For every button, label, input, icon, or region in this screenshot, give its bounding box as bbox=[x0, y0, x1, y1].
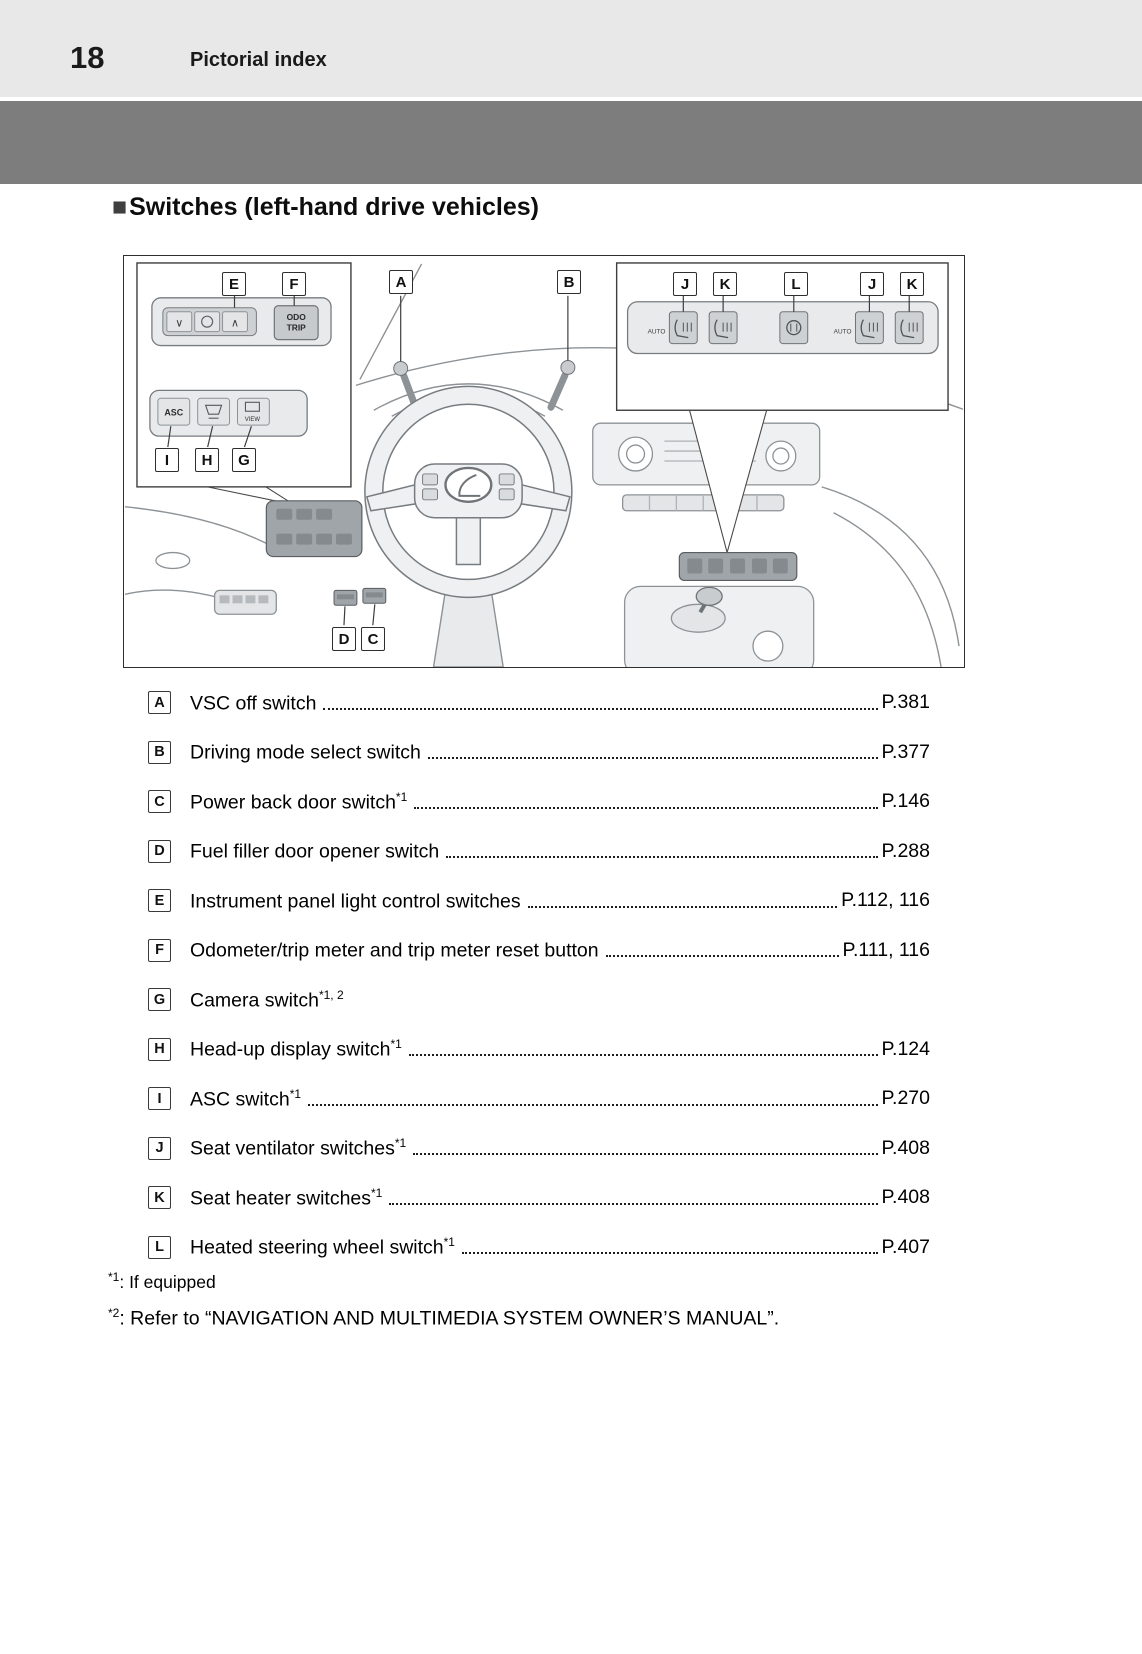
index-row bbox=[148, 1025, 930, 1075]
dotted-leader bbox=[446, 856, 877, 858]
seat-heater-button-right bbox=[895, 312, 923, 344]
index-row bbox=[148, 728, 930, 778]
door-panel bbox=[156, 553, 276, 615]
dotted-leader bbox=[409, 1054, 878, 1056]
auto-label-right: AUTO bbox=[833, 328, 852, 336]
dim-down-icon: ∨ bbox=[175, 317, 184, 330]
item-label: Camera switch$^{*1, 2}$ bbox=[190, 987, 344, 1011]
section-bullet-icon: ■ bbox=[112, 193, 128, 221]
item-label: Odometer/trip meter and trip meter reset button bbox=[190, 939, 599, 962]
callout-d: D bbox=[332, 627, 356, 651]
footnote-1: $^{*1}$: If equipped bbox=[108, 1270, 216, 1292]
dotted-leader bbox=[413, 1153, 877, 1155]
callout-key: I bbox=[148, 1087, 171, 1110]
page-reference: P.124 bbox=[881, 1037, 930, 1060]
pictorial-index-list bbox=[148, 678, 930, 1272]
page-reference: P.381 bbox=[881, 691, 930, 714]
index-row bbox=[148, 926, 930, 976]
dotted-leader bbox=[428, 757, 878, 759]
dotted-leader bbox=[414, 807, 877, 809]
section-title-text: Switches (left-hand drive vehicles) bbox=[129, 193, 539, 221]
page-reference: P.377 bbox=[881, 740, 930, 763]
callout-a: A bbox=[389, 270, 413, 294]
callout-l: L bbox=[784, 272, 808, 296]
page-reference: P.408 bbox=[881, 1186, 930, 1209]
lower-dash-switches bbox=[334, 588, 386, 605]
heated-steering-button bbox=[780, 312, 808, 344]
console-switch-location bbox=[679, 553, 796, 581]
seat-ventilator-button-left bbox=[669, 312, 697, 344]
steering-column bbox=[434, 590, 504, 667]
callout-c: C bbox=[361, 627, 385, 651]
callout-key: H bbox=[148, 1038, 171, 1061]
dotted-leader bbox=[462, 1252, 878, 1254]
callout-key: G bbox=[148, 988, 171, 1011]
item-label: ASC switch$^{*1}$ bbox=[190, 1086, 302, 1110]
callout-k-left: K bbox=[713, 272, 737, 296]
vsc-switch-knob bbox=[394, 361, 408, 375]
page-number: 18 bbox=[70, 40, 105, 75]
right-inset-detail bbox=[617, 263, 948, 410]
dotted-leader bbox=[308, 1104, 878, 1106]
dotted-leader bbox=[528, 906, 838, 908]
dotted-leader bbox=[389, 1203, 877, 1205]
page-reference: P.288 bbox=[881, 839, 930, 862]
callout-j-left: J bbox=[673, 272, 697, 296]
seat-heater-button-left bbox=[709, 312, 737, 344]
callout-key: J bbox=[148, 1137, 171, 1160]
index-row bbox=[148, 1074, 930, 1124]
auto-label-left: AUTO bbox=[647, 328, 666, 336]
dash-switch-location bbox=[266, 501, 362, 557]
odo-label: ODO bbox=[286, 312, 306, 323]
index-row bbox=[148, 1173, 930, 1223]
page-reference: P.146 bbox=[881, 790, 930, 813]
page-reference: P.112, 116 bbox=[841, 889, 930, 912]
index-row bbox=[148, 1124, 930, 1174]
dotted-leader bbox=[606, 955, 839, 957]
callout-key: C bbox=[148, 790, 171, 813]
page-reference: P.270 bbox=[881, 1087, 930, 1110]
chapter-title: Pictorial index bbox=[190, 49, 327, 71]
trip-label: TRIP bbox=[286, 322, 306, 333]
item-label: Fuel filler door opener switch bbox=[190, 840, 440, 863]
index-row bbox=[148, 876, 930, 926]
index-row bbox=[148, 777, 930, 827]
section-title bbox=[112, 193, 539, 222]
index-row bbox=[148, 1223, 930, 1273]
callout-f: F bbox=[282, 272, 306, 296]
callout-key: A bbox=[148, 691, 171, 714]
page-header bbox=[0, 0, 1142, 97]
item-label: Driving mode select switch bbox=[190, 741, 421, 764]
callout-k-right: K bbox=[900, 272, 924, 296]
dotted-leader bbox=[323, 708, 877, 710]
lexus-logo-icon bbox=[445, 468, 491, 502]
page-reference: P.111, 116 bbox=[842, 938, 930, 961]
item-label: Power back door switch$^{*1}$ bbox=[190, 789, 408, 813]
callout-i: I bbox=[155, 448, 179, 472]
dashboard-diagram bbox=[123, 255, 965, 668]
callout-key: B bbox=[148, 741, 171, 764]
drive-mode-knob bbox=[561, 360, 575, 374]
callout-key: F bbox=[148, 939, 171, 962]
callout-j-right: J bbox=[860, 272, 884, 296]
callout-key: D bbox=[148, 840, 171, 863]
footnote-2: $^{*2}$: Refer to “NAVIGATION AND MULTIMEDIA SYSTEM OWNER’S MANUAL”. bbox=[108, 1305, 780, 1330]
item-label: Head-up display switch$^{*1}$ bbox=[190, 1037, 402, 1061]
item-label: Seat heater switches$^{*1}$ bbox=[190, 1185, 383, 1209]
callout-key: L bbox=[148, 1236, 171, 1259]
dim-up-icon: ∧ bbox=[230, 317, 240, 330]
chapter-band bbox=[0, 101, 1142, 184]
callout-key: K bbox=[148, 1186, 171, 1209]
footnotes bbox=[108, 1270, 988, 1343]
seat-ventilator-button-right bbox=[855, 312, 883, 344]
index-row bbox=[148, 975, 930, 1025]
callout-e: E bbox=[222, 272, 246, 296]
item-label: Instrument panel light control switches bbox=[190, 890, 521, 912]
item-label: Seat ventilator switches$^{*1}$ bbox=[190, 1136, 407, 1160]
center-console bbox=[625, 586, 814, 667]
index-row bbox=[148, 678, 930, 728]
asc-label: ASC bbox=[164, 407, 184, 418]
callout-g: G bbox=[232, 448, 256, 472]
callout-key: E bbox=[148, 889, 171, 912]
view-label: VIEW bbox=[244, 417, 261, 424]
callout-b: B bbox=[557, 270, 581, 294]
callout-h: H bbox=[195, 448, 219, 472]
index-row bbox=[148, 827, 930, 877]
page-reference: P.408 bbox=[881, 1136, 930, 1159]
page-reference: P.407 bbox=[881, 1235, 930, 1258]
item-label: VSC off switch bbox=[190, 692, 317, 714]
item-label: Heated steering wheel switch$^{*1}$ bbox=[190, 1235, 455, 1259]
